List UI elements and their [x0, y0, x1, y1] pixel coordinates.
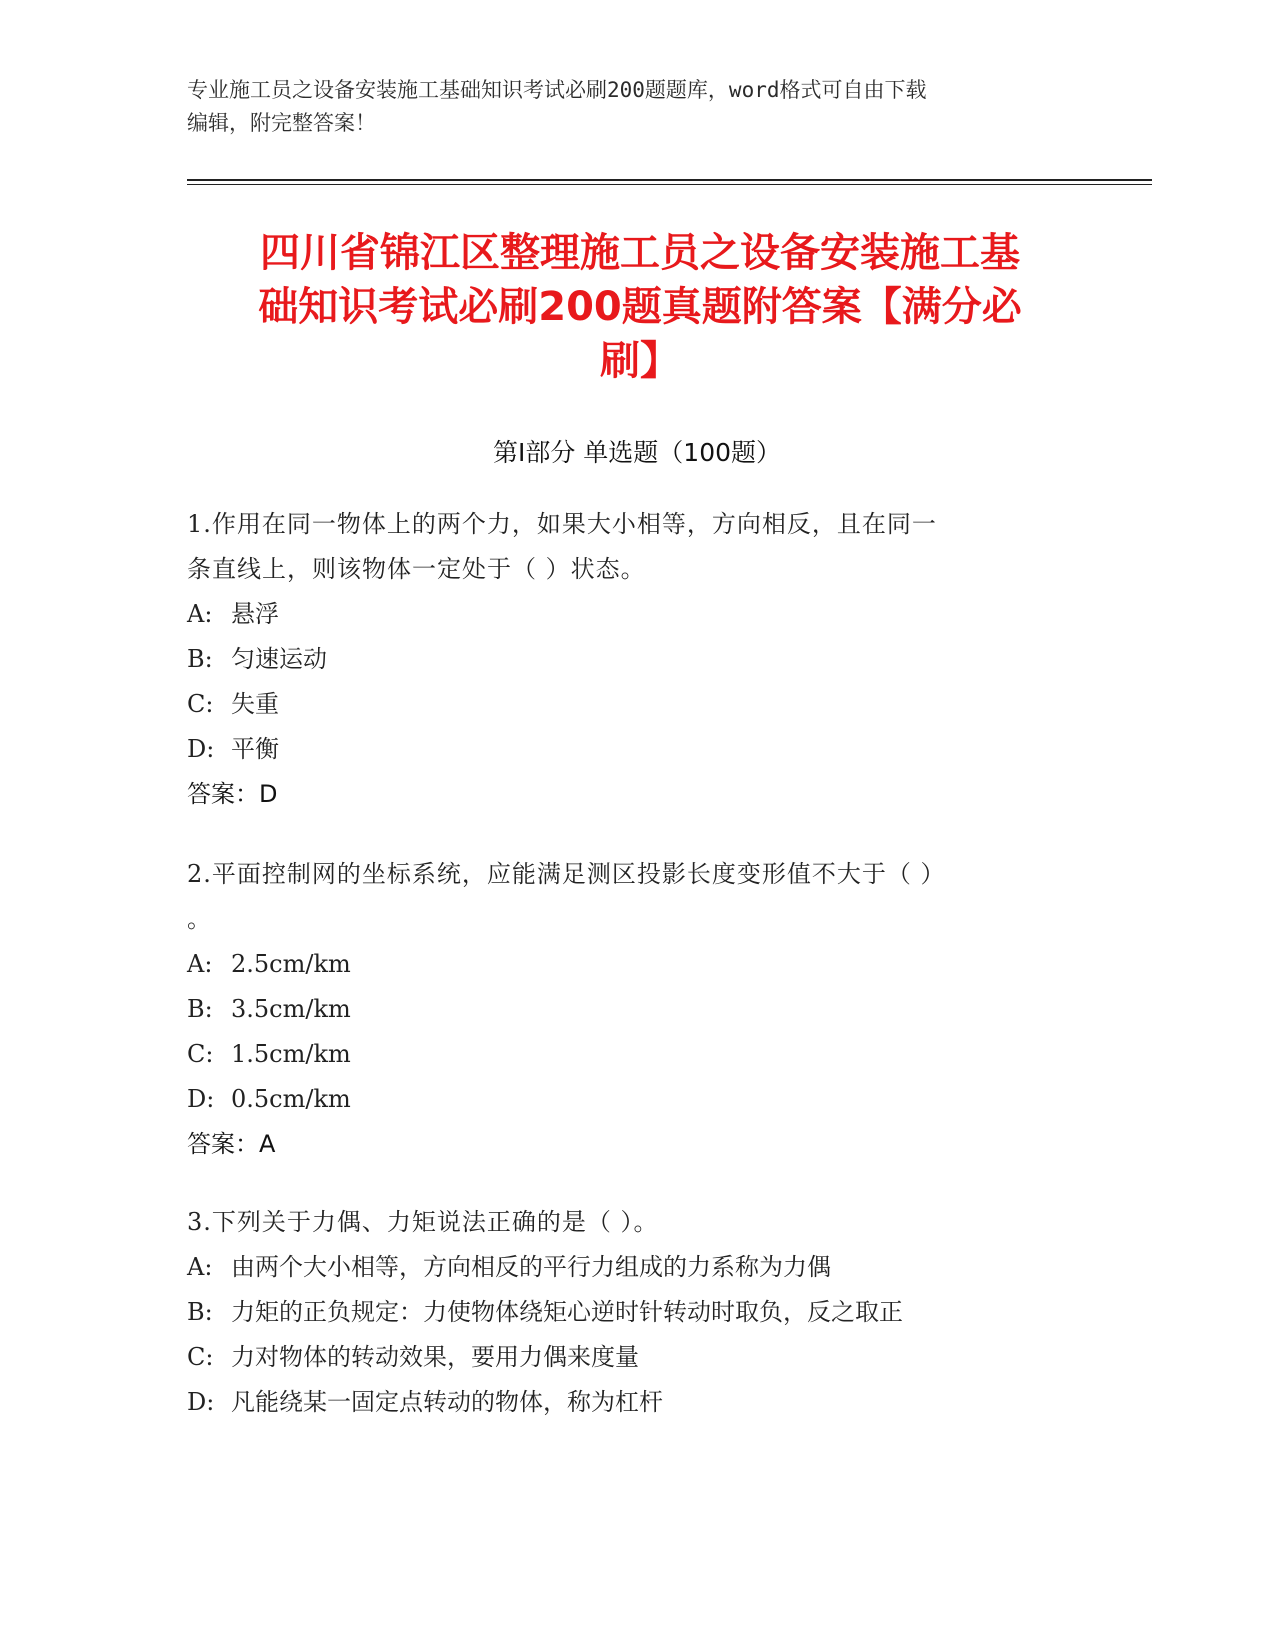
document-title-line1: 四川省锦江区整理施工员之设备安装施工基: [260, 230, 1020, 276]
option-key: D:: [187, 1388, 215, 1416]
question-text-line1: 2.平面控制网的坐标系统，应能满足测区投影长度变形值不大于（ ）: [187, 860, 946, 888]
section-heading: 第Ⅰ部分 单选题（100题）: [492, 438, 782, 467]
option-key: A:: [187, 1253, 213, 1281]
option-key: B:: [187, 1298, 213, 1326]
option-text: 悬浮: [231, 600, 279, 628]
header-note-line1: 专业施工员之设备安装施工基础知识考试必刷200题题库，word格式可自由下载: [187, 78, 927, 102]
option-text: 凡能绕某一固定点转动的物体，称为杠杆: [231, 1388, 663, 1416]
option-key: D:: [187, 1085, 215, 1113]
option-key: C:: [187, 1343, 214, 1371]
header-note-line2: 编辑，附完整答案！: [187, 111, 376, 135]
option-text: 0.5cm/km: [231, 1085, 351, 1113]
option-d: [187, 1077, 1087, 1122]
question-1: [187, 502, 1087, 817]
option-text: 匀速运动: [231, 645, 327, 673]
option-key: A:: [187, 600, 213, 628]
option-d: [187, 1380, 1087, 1425]
question-text-line2: 条直线上，则该物体一定处于（ ）状态。: [187, 555, 646, 583]
option-text: 2.5cm/km: [231, 950, 351, 978]
header-note: [187, 74, 1087, 140]
document-title-line2: 础知识考试必刷200题真题附答案【满分必: [258, 284, 1022, 330]
document-title: [190, 226, 1090, 388]
option-text: 平衡: [231, 735, 279, 763]
option-key: A:: [187, 950, 213, 978]
option-key: C:: [187, 1040, 214, 1068]
answer-line: 答案：D: [187, 780, 278, 808]
option-c: [187, 1032, 1087, 1077]
option-text: 由两个大小相等，方向相反的平行力组成的力系称为力偶: [231, 1253, 831, 1281]
option-key: C:: [187, 690, 214, 718]
question-text-line1: 3.下列关于力偶、力矩说法正确的是（ ）。: [187, 1208, 659, 1236]
option-b: [187, 987, 1087, 1032]
option-text: 1.5cm/km: [231, 1040, 351, 1068]
option-a: [187, 942, 1087, 987]
option-text: 失重: [231, 690, 279, 718]
header-divider-thick: [187, 179, 1152, 181]
option-b: [187, 637, 1087, 682]
option-text: 力矩的正负规定：力使物体绕矩心逆时针转动时取负，反之取正: [231, 1298, 903, 1326]
question-2: [187, 852, 1087, 1167]
header-divider-thin: [187, 184, 1152, 185]
option-a: [187, 1245, 1087, 1290]
option-d: [187, 727, 1087, 772]
option-text: 3.5cm/km: [231, 995, 351, 1023]
option-key: B:: [187, 645, 213, 673]
option-a: [187, 592, 1087, 637]
document-title-line3: 刷】: [600, 338, 680, 384]
answer-line: 答案：A: [187, 1130, 276, 1158]
option-key: D:: [187, 735, 215, 763]
option-text: 力对物体的转动效果，要用力偶来度量: [231, 1343, 639, 1371]
question-text-line1: 1.作用在同一物体上的两个力，如果大小相等，方向相反，且在同一: [187, 510, 937, 538]
question-text-line2: 。: [187, 905, 212, 933]
option-c: [187, 1335, 1087, 1380]
option-key: B:: [187, 995, 213, 1023]
option-b: [187, 1290, 1087, 1335]
option-c: [187, 682, 1087, 727]
question-3: [187, 1200, 1087, 1425]
